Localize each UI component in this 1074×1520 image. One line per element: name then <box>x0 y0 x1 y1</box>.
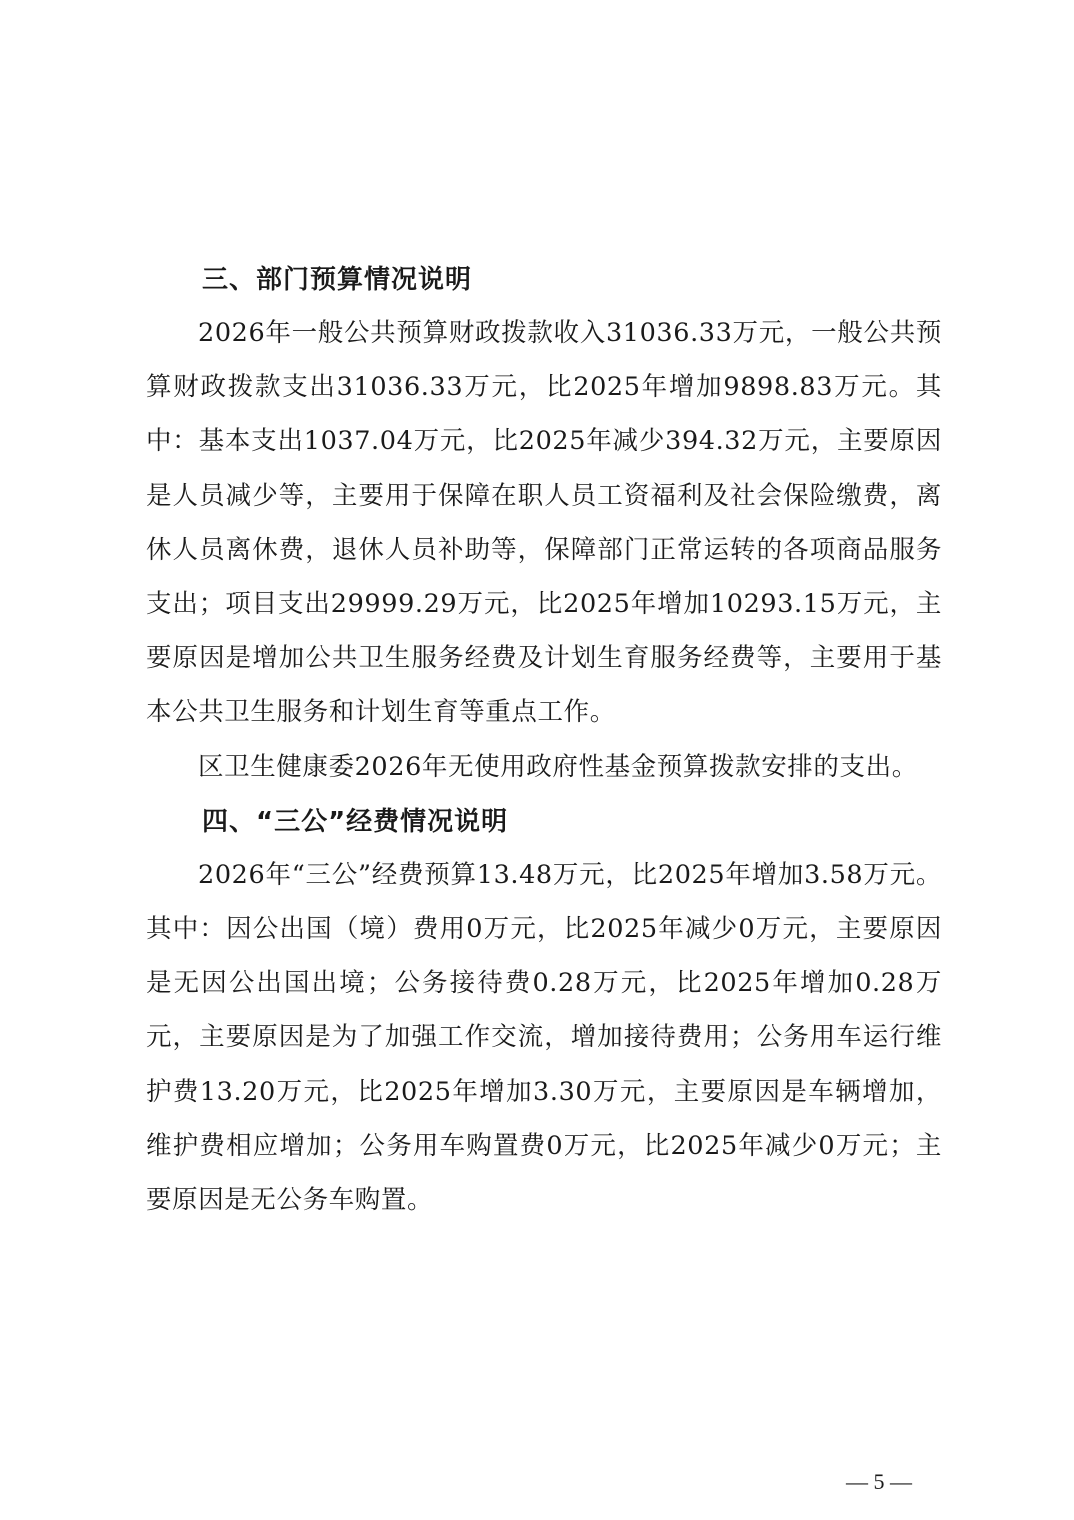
section-4-paragraph-1: 2026年“三公”经费预算13.48万元，比2025年增加3.58万元。其中：因公出国（境）费用0万元，比2025年减少0万元，主要原因是无因公出国出境；公务接待费0.28万元，比2025年增加0.28万元，主要原因是为了加强工作交流，增加接待费用；公务用车运行维护费13.20万元，比2025年增加3.30万元，主要原因是车辆增加，维护费相应增加；公务用车购置费0万元，比2025年减少0万元；主要原因是无公务车购置。 <box>146 859 942 1216</box>
document-page <box>146 252 942 1227</box>
section-3-paragraph-1: 2026年一般公共预算财政拨款收入31036.33万元，一般公共预算财政拨款支出31036.33万元，比2025年增加9898.83万元。其中：基本支出1037.04万元，比2025年减少394.32万元，主要原因是人员减少等，主要用于保障在职人员工资福利及社会保险缴费，离休人员离休费，退休人员补助等，保障部门正常运转的各项商品服务支出；项目支出29999.29万元，比2025年增加10293.15万元，主要原因是增加公共卫生服务经费及计划生育服务经费等，主要用于基本公共卫生服务和计划生育等重点工作。 <box>146 318 942 728</box>
page-number: — 5 — <box>846 1469 912 1494</box>
section-4-heading: 四、“三公”经费情况说明 <box>202 806 509 837</box>
section-3-heading: 三、部门预算情况说明 <box>202 265 473 295</box>
section-3-paragraph-2: 区卫生健康委2026年无使用政府性基金预算拨款安排的支出。 <box>198 751 918 782</box>
